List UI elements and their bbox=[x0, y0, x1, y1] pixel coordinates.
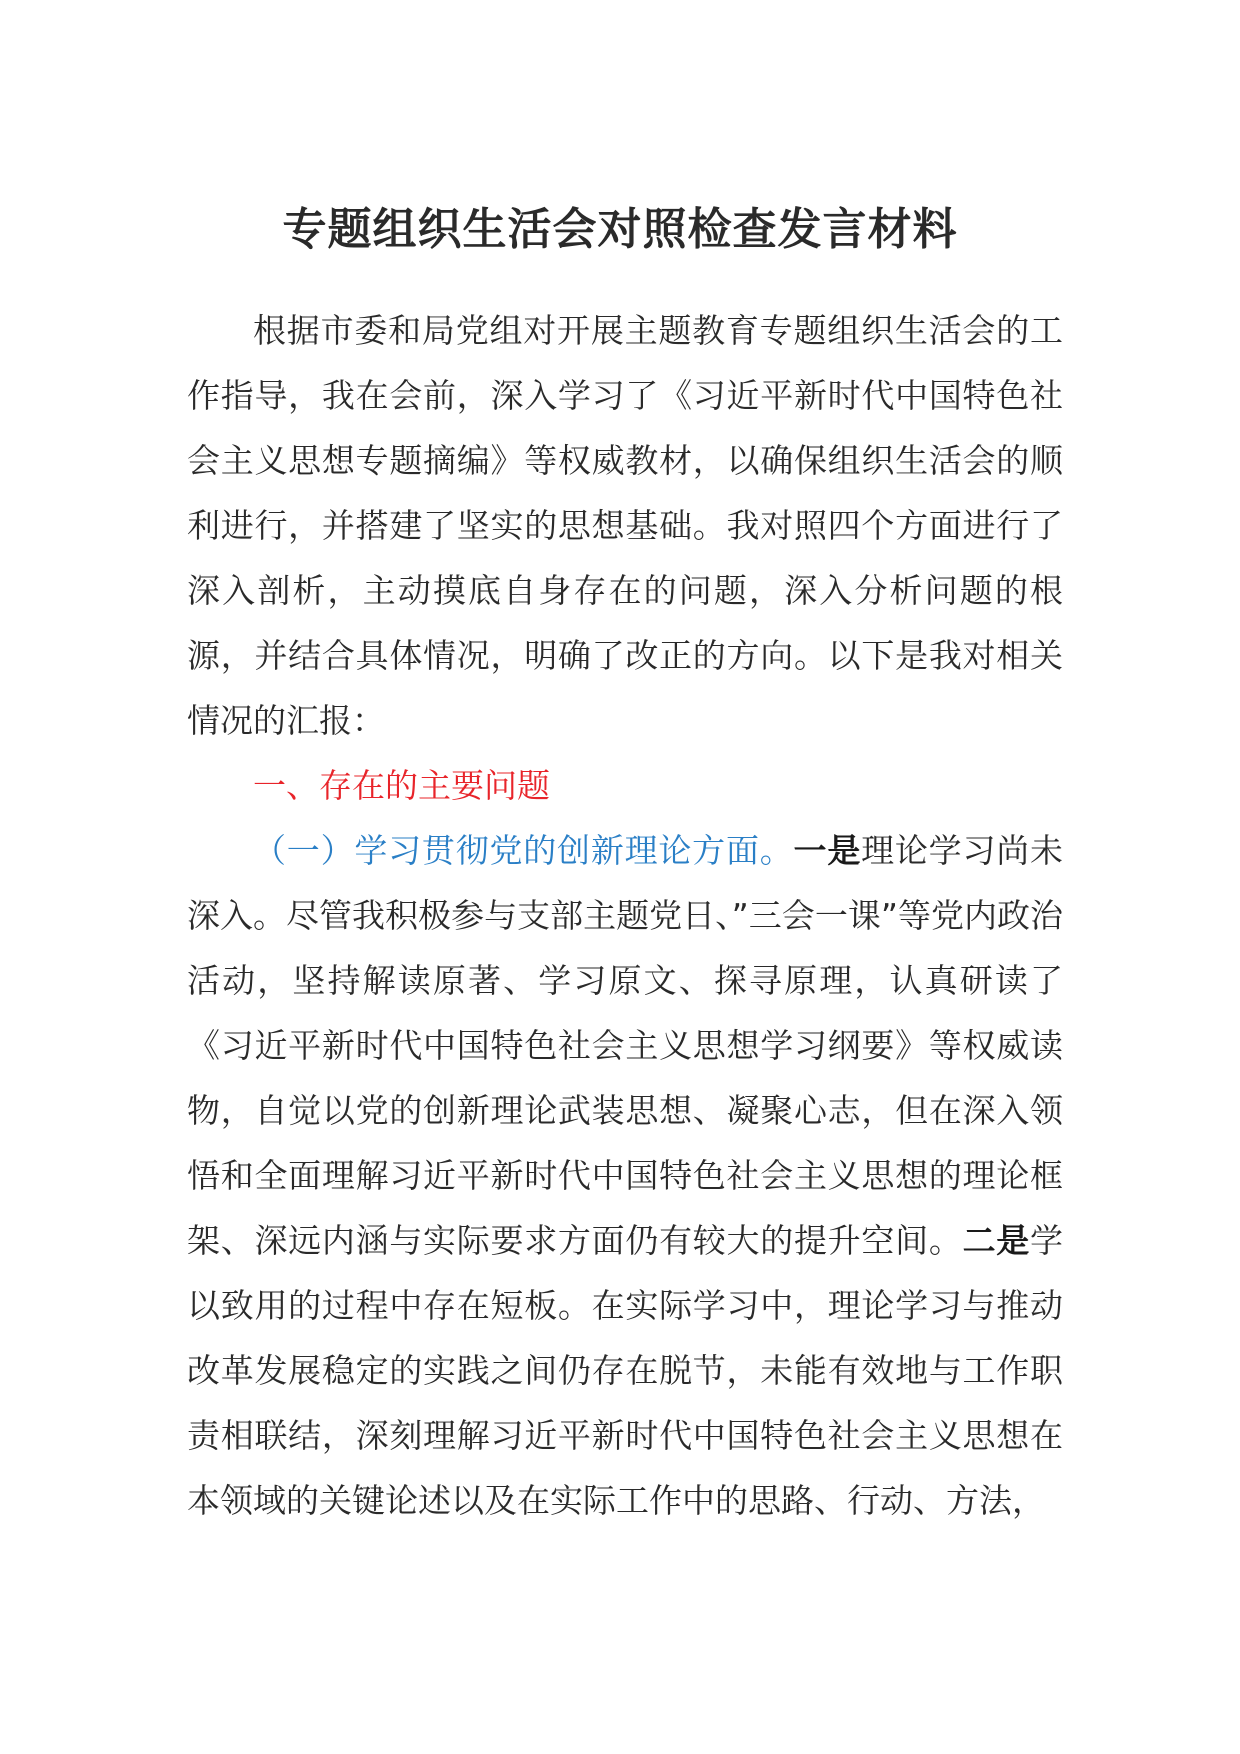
point-one-text: 理论学习尚未深入。尽管我积极参与支部主题党日、”三会一课”等党内政治活动，坚持解读原著、学习原文、探寻原理，认真研读了《习近平新时代中国特色社会主义思想学习纲要》等权威读物，自觉以党的创新理论武装思想、凝聚心志，但在深入领悟和全面理解习近平新时代中国特色社会主义思想的理论框架、深远内涵与实际要求方面仍有较大的提升空间。 bbox=[187, 831, 1064, 1260]
point-two-text: 学以致用的过程中存在短板。在实际学习中，理论学习与推动改革发展稳定的实践之间仍存在脱节，未能有效地与工作职责相联结，深刻理解习近平新时代中国特色社会主义思想在本领域的关键论述以及在实际工作中的思路、行动、方法， bbox=[187, 1221, 1064, 1520]
subsection-heading-theory: （一）学习贯彻党的创新理论方面。 bbox=[253, 831, 794, 870]
section-heading-problems: 一、存在的主要问题 bbox=[253, 766, 550, 805]
intro-paragraph: 根据市委和局党组对开展主题教育专题组织生活会的工作指导，我在会前，深入学习了《习近平新时代中国特色社会主义思想专题摘编》等权威教材，以确保组织生活会的顺利进行，并搭建了坚实的思想基础。我对照四个方面进行了深入剖析，主动摸底自身存在的问题，深入分析问题的根源，并结合具体情况，明确了改正的方向。以下是我对相关情况的汇报： bbox=[187, 311, 1063, 740]
document-title: 专题组织生活会对照检查发言材料 bbox=[282, 204, 958, 255]
point-two-label: 二是 bbox=[962, 1221, 1031, 1260]
document-body bbox=[187, 298, 1063, 1533]
point-one-label: 一是 bbox=[793, 831, 862, 870]
subsection-paragraph-theory bbox=[187, 818, 1063, 1533]
